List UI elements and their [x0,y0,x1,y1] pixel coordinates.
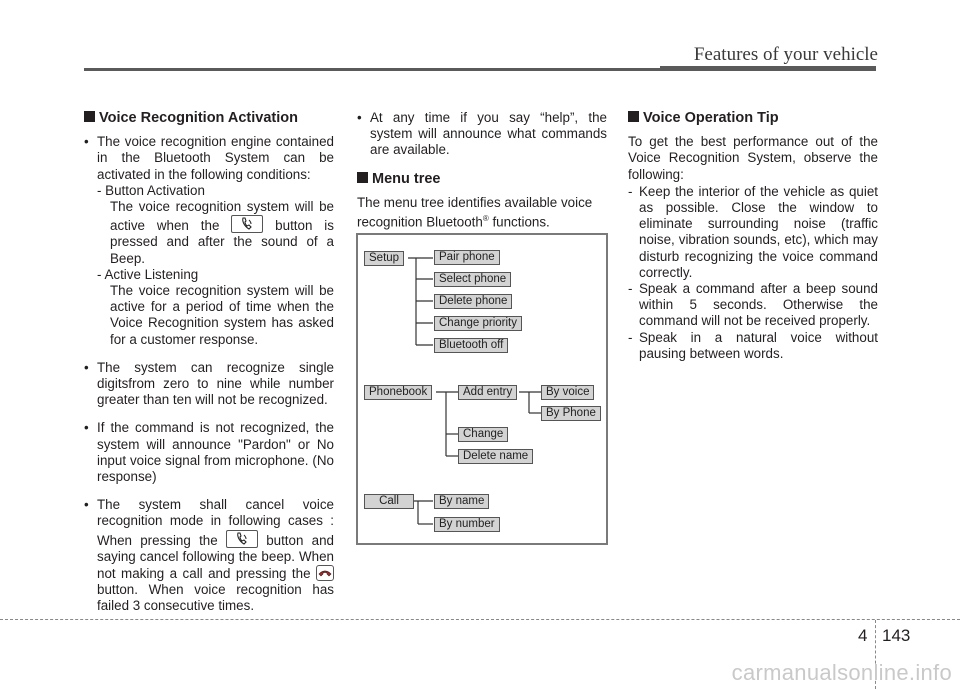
tree-node-delete-phone: Delete phone [434,294,512,309]
column-voice-activation [84,110,334,627]
header-rule-accent [660,66,876,71]
tip-natural-voice: - Speak in a natural voice without pausing between words. [628,329,878,361]
section-heading-voice-operation-tip: Voice Operation Tip [628,110,878,126]
running-header: Features of your vehicle [693,44,878,65]
bullet-help: • At any time if you say “help”, the system will announce what commands are available. [357,110,607,158]
tree-node-setup: Setup [364,251,404,266]
tree-node-by-phone: By Phone [541,406,601,421]
dash-button-activation: - Button Activation The voice recognition system will be active when the button is pressed and after the sound of a Beep. [97,182,334,266]
tree-node-delete-name: Delete name [458,449,533,464]
dash-active-listening: - Active Listening The voice recognition system will be active for a period of time when the Voice Recognition system has asked for a customer response. [97,266,334,347]
watermark: carmanualsonline.info [731,660,952,685]
tree-node-pair-phone: Pair phone [434,250,500,265]
column-menu-tree [357,110,607,231]
tree-node-call: Call [364,494,414,509]
talk-icon [231,215,263,233]
tip-quiet-interior: - Keep the interior of the vehicle as quiet as possible. Close the window to eliminate surrounding noise (traffic noise, vibration sounds, etc), which may disturb recognizing the voice command correctly. [628,183,878,280]
section-heading-menu-tree: Menu tree [357,171,607,187]
footer-rule [0,619,960,621]
talk-icon [226,530,258,548]
bullet-activation-conditions: • The voice recognition engine contained in the Bluetooth System can be activated in the following conditions: - Button Activation The voice recognition system will be active when the button is pressed and after the sound of a Beep. - Active Listening The voice recognition system will be active for a period of time when the Voice Recognition system has asked for a customer response. [84,134,334,347]
bullet-cancel: • The system shall cancel voice recognition mode in following cases : When pressing the button and saying cancel following the beep. When not making a call and pressing the button. When voice recognition has failed 3 consecutive times. [84,497,334,614]
tree-node-add-entry: Add entry [458,385,517,400]
phone-hangup-icon [316,565,334,581]
menu-tree-diagram [356,233,608,545]
bullet-not-recognized: • If the command is not recognized, the system will announce "Pardon" or No input voice signal from microphone. (No response) [84,420,334,485]
tree-node-by-voice: By voice [541,385,594,400]
tree-node-by-name: By name [434,494,489,509]
chapter-number: 4 [858,626,868,645]
column-voice-operation-tip [628,110,878,362]
menu-tree-intro: The menu tree identifies available voice recognition Bluetooth® functions. [357,194,593,230]
tip-intro: To get the best performance out of the Voice Recognition System, observe the following: [628,134,878,182]
bullet-digits: • The system can recognize single digitsfrom zero to nine while number greater than ten will not be recognized. [84,359,334,408]
section-heading-voice-activation: Voice Recognition Activation [84,110,334,126]
tree-node-bluetooth-off: Bluetooth off [434,338,508,353]
tree-node-by-number: By number [434,517,500,532]
tree-node-change-priority: Change priority [434,316,522,331]
tree-node-phonebook: Phonebook [364,385,432,400]
tree-node-change: Change [458,427,508,442]
page-number: 143 [882,626,911,645]
tip-speak-after-beep: - Speak a command after a beep sound within 5 seconds. Otherwise the command will not be received properly. [628,281,878,329]
tree-node-select-phone: Select phone [434,272,511,287]
